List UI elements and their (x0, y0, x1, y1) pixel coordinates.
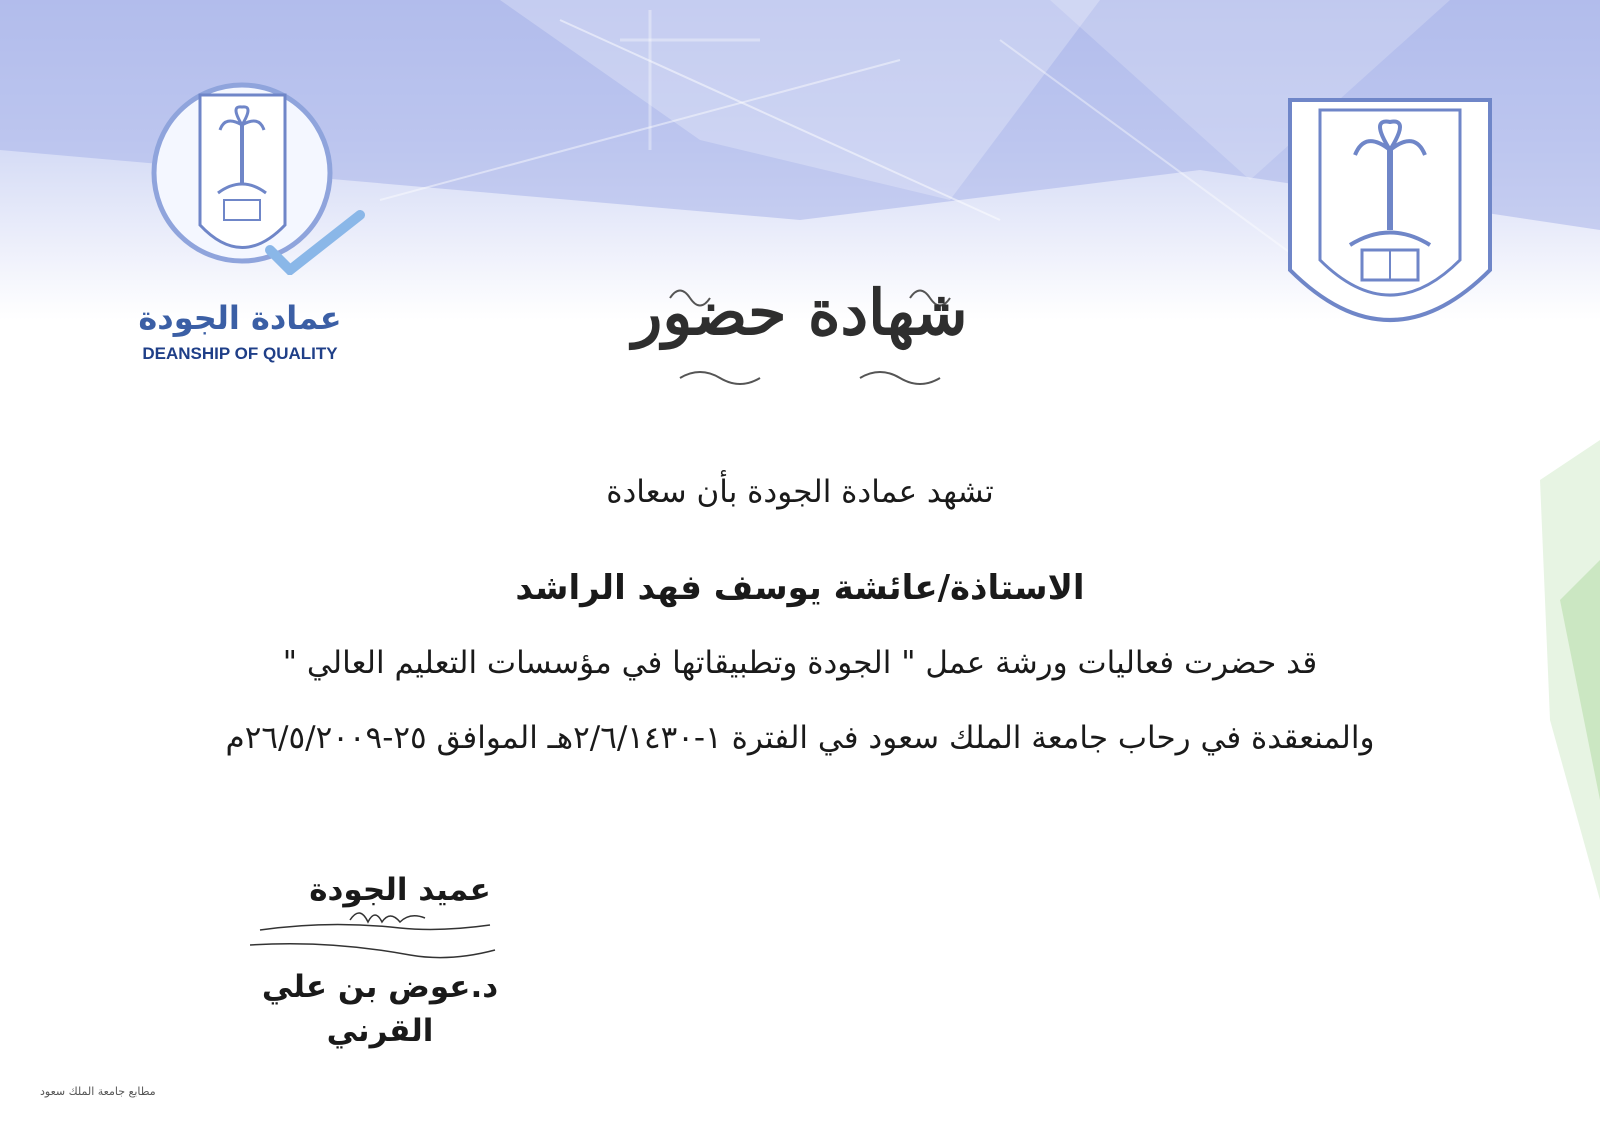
workshop-line: قد حضرت فعاليات ورشة عمل " الجودة وتطبيقاتها في مؤسسات التعليم العالي " (282, 645, 1318, 681)
certificate-title: شهادة حضور (632, 276, 968, 349)
recipient-name: الاستاذة/عائشة يوسف فهد الراشد (515, 568, 1085, 608)
deanship-seal-icon (130, 75, 370, 275)
date-line: والمنعقدة في رحاب جامعة الملك سعود في الفترة ١-٢/٦/١٤٣٠هـ الموافق ٢٥-٢٦/٥/٢٠٠٩م (225, 720, 1375, 756)
deanship-logo-english: DEANSHIP OF QUALITY (142, 344, 338, 363)
signature-title: عميد الجودة (309, 872, 491, 908)
printer-credit: مطابع جامعة الملك سعود (40, 1085, 156, 1098)
handwritten-signature (250, 900, 500, 970)
university-seal-icon (1270, 80, 1510, 360)
signatory-name: د.عوض بن علي القرني (261, 969, 499, 1049)
deanship-logo-arabic: عمادة الجودة (138, 299, 342, 337)
intro-line: تشهد عمادة الجودة بأن سعادة (606, 474, 994, 510)
